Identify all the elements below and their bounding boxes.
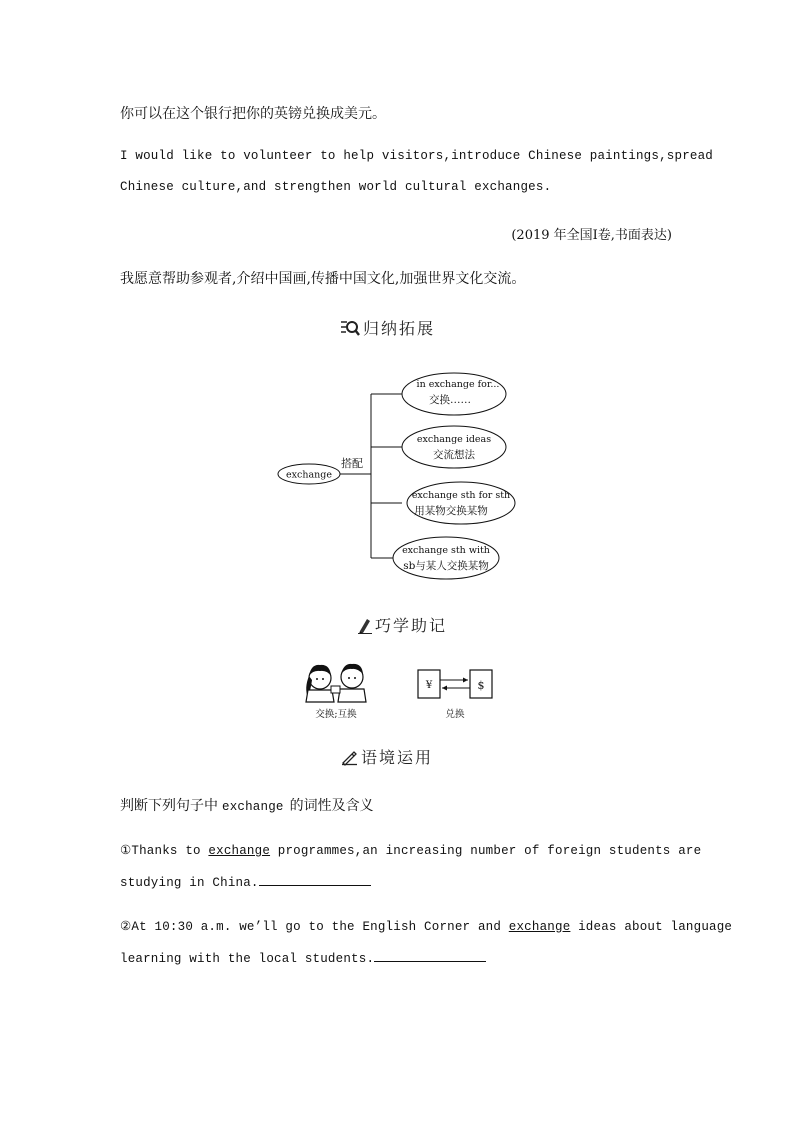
memory-tip-heading	[357, 613, 447, 638]
pencil-check-icon	[341, 749, 358, 770]
collocation-node-4	[393, 537, 499, 579]
yuan-symbol: ¥	[425, 680, 433, 691]
question-1-answer-blank[interactable]	[259, 873, 371, 886]
question-2-answer-blank[interactable]	[374, 949, 486, 962]
memory-tip-heading-text: 巧学助记	[375, 616, 448, 635]
dollar-symbol: $	[477, 679, 485, 692]
usage-heading-text: 语境运用	[361, 748, 434, 767]
center-node-label: exchange	[286, 469, 332, 481]
collocation-1-en: in exchange for...	[416, 379, 500, 390]
collocation-2-cn: 交流想法	[433, 449, 475, 461]
collocation-2-en: exchange ideas	[416, 434, 492, 445]
memory-illustrations	[300, 658, 500, 724]
collocation-mind-map	[270, 360, 530, 585]
instruction-keyword: exchange	[222, 800, 284, 814]
magnifier-icon	[340, 319, 360, 341]
branch-label: 搭配	[341, 457, 363, 470]
question-1-keyword: exchange	[208, 844, 271, 858]
caption-convert: 兑换	[445, 709, 465, 720]
question-1-line-2: studying in China.	[120, 873, 371, 890]
summary-heading	[340, 316, 435, 341]
chinese-translation: 我愿意帮助参观者,介绍中国画,传播中国文化,加强世界文化交流。	[120, 271, 526, 287]
english-example-line-2: Chinese culture,and strengthen world cultural exchanges.	[120, 180, 552, 194]
summary-heading-text: 归纳拓展	[363, 319, 436, 338]
collocation-4-cn: sb与某人交换某物	[403, 560, 489, 572]
collocation-1-cn: 交换……	[429, 394, 471, 406]
usage-instruction: 判断下列句子中 exchange 的词性及含义	[120, 798, 374, 814]
pen-icon	[357, 616, 373, 638]
usage-heading	[341, 745, 433, 770]
children-exchange-illustration	[306, 664, 366, 702]
collocation-4-en: exchange sth with	[402, 545, 490, 556]
collocation-3-en: exchange sth for sth	[411, 490, 511, 501]
question-1-number: ①	[120, 844, 132, 858]
collocation-3-cn: 用某物交换某物	[414, 505, 488, 517]
collocation-node-2	[402, 426, 506, 468]
question-2-number: ②	[120, 920, 132, 934]
question-2-line-2: learning with the local students.	[120, 949, 486, 966]
english-example-line-1: I would like to volunteer to help visitors,introduce Chinese paintings,spread	[120, 149, 713, 163]
caption-exchange: 交换;互换	[315, 709, 357, 720]
chinese-example-sentence: 你可以在这个银行把你的英镑兑换成美元。	[120, 106, 386, 122]
question-1-line-1: ①Thanks to exchange programmes,an increasing number of foreign students are	[120, 844, 702, 858]
question-2-line-1: ②At 10:30 a.m. we’ll go to the English Corner and exchange ideas about language	[120, 920, 733, 934]
source-citation: (2019 年全国Ⅰ卷,书面表达)	[511, 228, 672, 243]
collocation-node-3	[407, 482, 515, 524]
question-2-keyword: exchange	[508, 920, 571, 934]
